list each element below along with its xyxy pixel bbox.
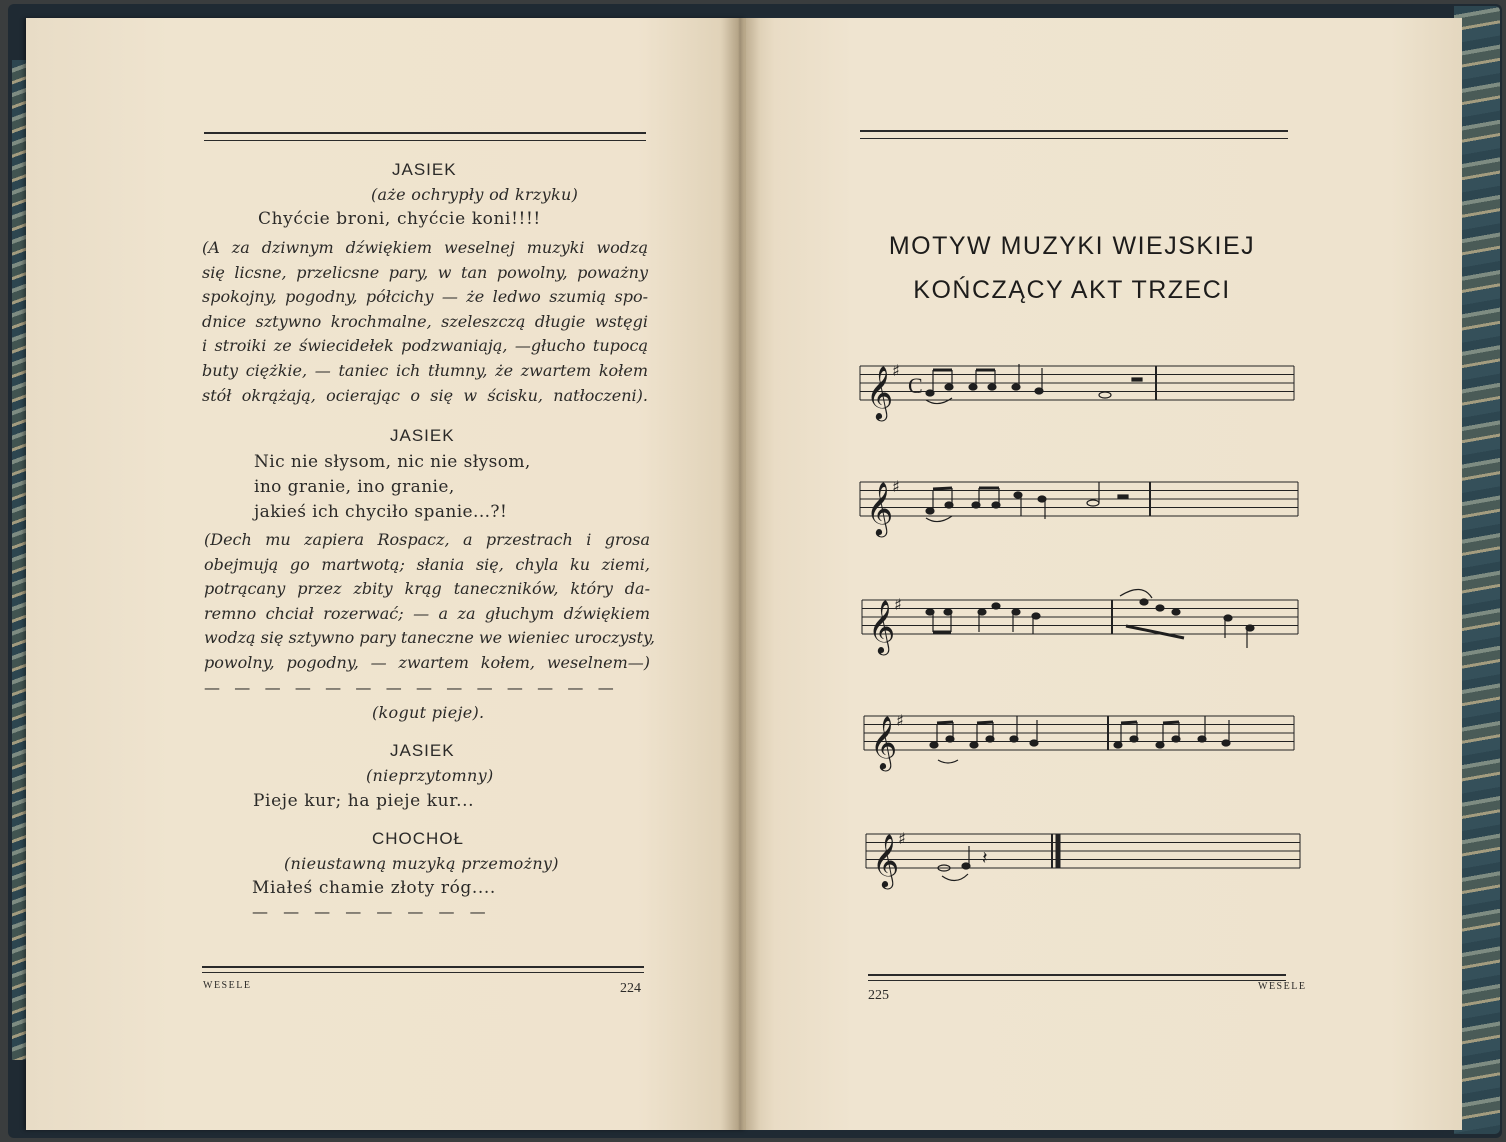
stage-direction-block (204, 528, 656, 676)
stage-direction-block (202, 236, 648, 408)
speaker-name: JASIEK (390, 741, 455, 760)
stage-line: remno chciał rozerwać; — a za głuchym dźwiękiem (204, 603, 650, 623)
stage-line: i stroiki ze świecidełek podzwaniają, —głucho tupocą (202, 336, 648, 356)
time-signature: C (908, 373, 923, 398)
page-number: 225 (868, 988, 889, 1003)
stage-line: powolny, pogodny, — zwartem kołem, weselnem—) (204, 652, 650, 672)
treble-clef-icon: 𝄞 (866, 481, 894, 535)
dash-line: — — — — — — — — — — — — — — (204, 678, 619, 697)
stage-line: dnice sztywno krochmalne, szeleszczą długie wstęgi (202, 311, 648, 331)
stage-line: (A za dziwnym dźwiękiem weselnej muzyki wodzą (202, 238, 648, 257)
verse-line: jakieś ich chyciło spanie...?! (254, 502, 508, 522)
speaker-name: CHOCHOŁ (372, 829, 465, 848)
sharp-icon: ♯ (892, 477, 900, 496)
verse-line: Nic nie słysom, nic nie słysom, (254, 452, 531, 472)
stage-line: buty ciężkie, — taniec ich tłumny, że zwartem kołem (202, 360, 648, 380)
verse-line: Miałeś chamie złoty róg.... (252, 878, 496, 898)
header-rule (860, 130, 1288, 139)
stage-direction: (kogut pieje). (372, 703, 485, 722)
stage-line: spokojny, pogodny, półcichy — że ledwo szumią spo- (202, 287, 648, 307)
speaker-name: JASIEK (390, 426, 455, 445)
stage-line: obejmują go martwotą; słania się, chyla ku ziemi, (204, 554, 650, 574)
staff-line-group-1 (860, 366, 1294, 400)
dash-line: — — — — — — — — (252, 902, 491, 921)
rest-icon: 𝄽 (982, 848, 988, 869)
running-footer: WESELE (1258, 981, 1307, 992)
stage-line: wodzą się sztywno pary taneczne we wieniec uroczysty, (204, 628, 656, 648)
music-title-line-2: KOŃCZĄCY AKT TRZECI (913, 276, 1231, 304)
sharp-icon: ♯ (896, 711, 904, 730)
footer-rule (868, 974, 1286, 981)
verse-line: ino granie, ino granie, (254, 477, 455, 497)
stage-line: potrącany przez zbity krąg taneczników, który da- (204, 579, 650, 599)
sharp-icon: ♯ (898, 829, 906, 848)
stage-line: się licsne, przelicsne pary, w tan powolny, poważny (202, 262, 648, 282)
stage-direction: (nieprzytomny) (366, 766, 494, 785)
page-number: 224 (620, 981, 641, 996)
verse-line: Pieje kur; ha pieje kur... (253, 791, 475, 811)
sharp-icon: ♯ (892, 361, 900, 380)
music-score (856, 356, 1306, 896)
stage-line: (Dech mu zapiera Rospacz, a przestrach i grosa (204, 530, 650, 549)
left-page (26, 18, 746, 1130)
treble-clef-icon: 𝄞 (868, 599, 896, 653)
footer-rule (202, 966, 644, 973)
verse-line: Chyćcie broni, chyćcie koni!!!! (258, 209, 541, 229)
header-rule (204, 132, 646, 141)
speaker-name: JASIEK (392, 160, 457, 179)
sharp-icon: ♯ (894, 595, 902, 614)
right-page (746, 18, 1462, 1130)
stage-direction: (aże ochrypły od krzyku) (371, 185, 579, 204)
treble-clef-icon: 𝄞 (866, 365, 894, 419)
stage-line: stół okrążają, ocierając o się w ścisku, natłoczeni). (202, 385, 648, 405)
running-footer: WESELE (203, 980, 252, 991)
book-gutter (720, 18, 760, 1130)
treble-clef-icon: 𝄞 (872, 833, 900, 887)
stage-direction: (nieustawną muzyką przemożny) (284, 854, 559, 873)
music-title-line-1: MOTYW MUZYKI WIEJSKIEJ (888, 232, 1256, 260)
treble-clef-icon: 𝄞 (870, 715, 898, 769)
